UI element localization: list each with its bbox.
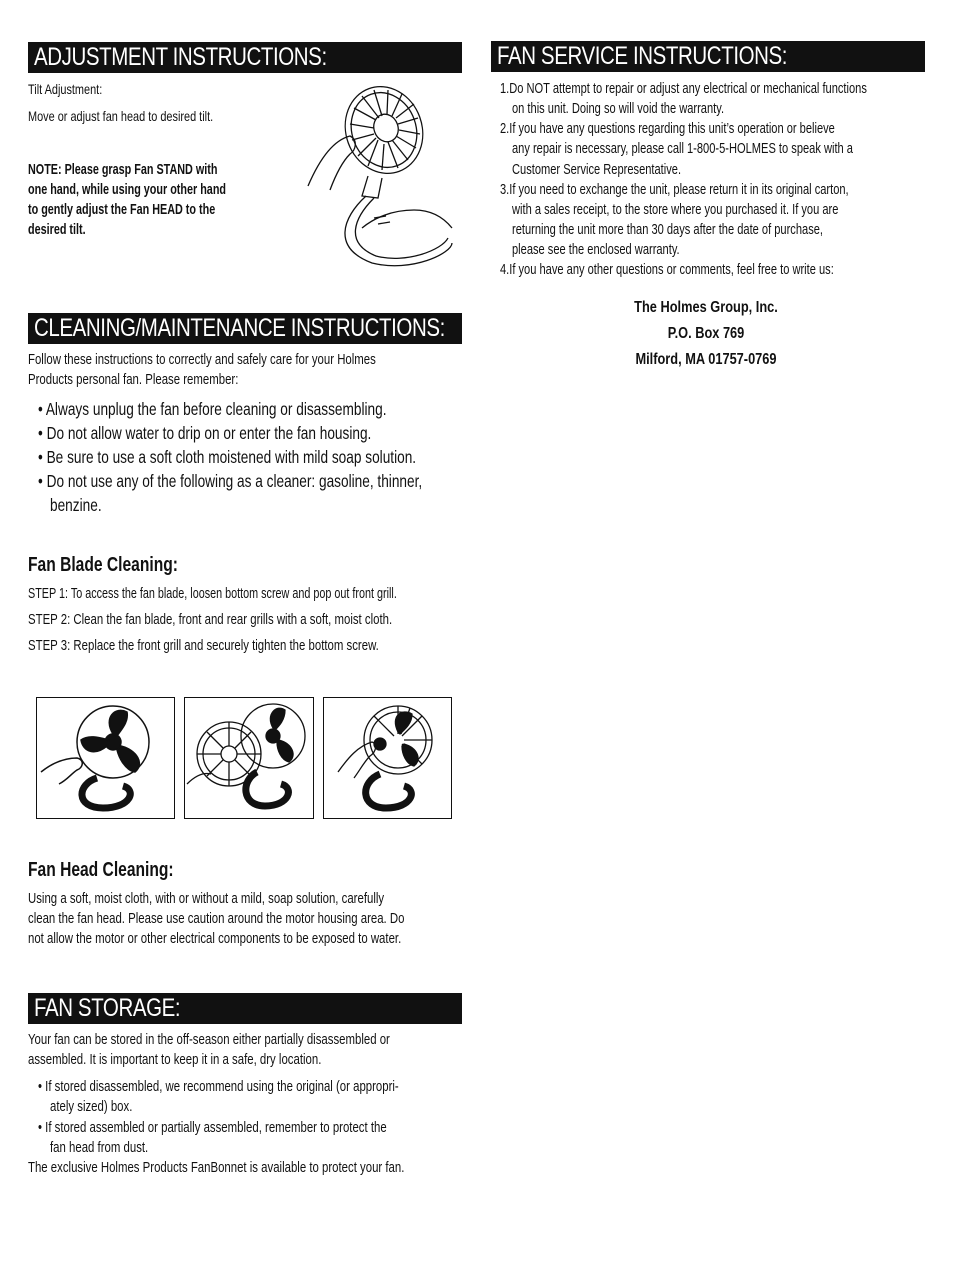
storage-heading — [28, 993, 462, 1024]
cleaning-bullet-continuation: benzine. — [50, 495, 102, 515]
blade-step: STEP 1: To access the fan blade, loosen bottom screw and pop out front grill. — [28, 585, 397, 602]
storage-closing: The exclusive Holmes Products FanBonnet is available to protect your fan. — [28, 1159, 405, 1176]
service-line: on this unit. Doing so will void the warranty. — [512, 100, 725, 117]
note-line: to gently adjust the Fan HEAD to the — [28, 201, 216, 218]
storage-bullet-text: If stored disassembled, we recommend using the original (or appropri- — [45, 1078, 399, 1095]
service-heading-text: FAN SERVICE INSTRUCTIONS: — [497, 42, 788, 70]
cleaning-intro-line: Products personal fan. Please remember: — [28, 371, 239, 388]
cleaning-bullet: • Always unplug the fan before cleaning or disassembling. — [38, 399, 387, 419]
address-city: Milford, MA 01757-0769 — [635, 351, 777, 368]
cleaning-bullet: • Do not allow water to drip on or enter the fan housing. — [38, 423, 372, 443]
storage-bullet-continuation: fan head from dust. — [50, 1139, 149, 1156]
storage-heading-text: FAN STORAGE: — [34, 994, 181, 1022]
cleaning-bullet: • Do not use any of the following as a cleaner: gasoline, thinner, — [38, 471, 423, 491]
note-line: NOTE: Please grasp Fan STAND with — [28, 161, 218, 178]
address-company: The Holmes Group, Inc. — [634, 299, 778, 316]
cleaning-heading — [28, 313, 462, 344]
service-line: Customer Service Representative. — [512, 161, 682, 178]
storage-intro-line: Your fan can be stored in the off-season either partially disassembled or — [28, 1031, 390, 1048]
head-cleaning-line: not allow the motor or other electrical components to be exposed to water. — [28, 930, 402, 947]
adjustment-heading — [28, 42, 462, 73]
service-line: 3.If you need to exchange the unit, please return it in its original carton, — [500, 181, 849, 198]
tilt-text: Move or adjust fan head to desired tilt. — [28, 108, 214, 124]
storage-bullet-text: If stored assembled or partially assembled, remember to protect the — [45, 1119, 387, 1136]
head-cleaning-line: clean the fan head. Please use caution around the motor housing area. Do — [28, 910, 405, 927]
head-cleaning-line: Using a soft, moist cloth, with or without a mild, soap solution, carefully — [28, 890, 385, 907]
adjustment-heading-text: ADJUSTMENT INSTRUCTIONS: — [34, 43, 327, 71]
storage-bullet: • If stored disassembled, we recommend using the original (or appropri- — [38, 1078, 399, 1095]
blade-step: STEP 3: Replace the front grill and securely tighten the bottom screw. — [28, 637, 379, 654]
service-line: any repair is necessary, please call 1-800-5-HOLMES to speak with a — [512, 140, 853, 157]
blade-step: STEP 2: Clean the fan blade, front and rear grills with a soft, moist cloth. — [28, 611, 393, 628]
storage-intro-line: assembled. It is important to keep it in a safe, dry location. — [28, 1051, 322, 1068]
service-line: with a sales receipt, to the store where you purchased it. If you are — [512, 201, 839, 218]
cleaning-bullet-text: Do not use any of the following as a cleaner: gasoline, thinner, — [46, 471, 423, 491]
note-line: desired tilt. — [28, 221, 86, 238]
tilt-adjustment-illustration — [302, 78, 462, 273]
address-po-box: P.O. Box 769 — [667, 325, 745, 342]
step-2-illustration — [184, 697, 314, 819]
tilt-title: Tilt Adjustment: — [28, 81, 103, 97]
storage-bullet-continuation: ately sized) box. — [50, 1098, 133, 1115]
cleaning-intro-line: Follow these instructions to correctly and safely care for your Holmes — [28, 351, 376, 368]
fan-head-cleaning-title: Fan Head Cleaning: — [28, 859, 174, 881]
service-line: 4.If you have any other questions or comments, feel free to write us: — [500, 261, 834, 278]
cleaning-bullet-text: Do not allow water to drip on or enter the fan housing. — [46, 423, 372, 443]
service-line: returning the unit more than 30 days after the date of purchase, — [512, 221, 823, 238]
step-1-illustration — [36, 697, 175, 819]
note-line: one hand, while using your other hand — [28, 181, 227, 198]
step-3-illustration — [323, 697, 452, 819]
service-line: please see the enclosed warranty. — [512, 241, 680, 258]
service-heading — [491, 41, 925, 72]
cleaning-heading-text: CLEANING/MAINTENANCE INSTRUCTIONS: — [34, 314, 445, 342]
cleaning-bullet: • Be sure to use a soft cloth moistened with mild soap solution. — [38, 447, 417, 467]
cleaning-bullet-text: Be sure to use a soft cloth moistened with mild soap solution. — [46, 447, 417, 467]
storage-bullet: • If stored assembled or partially assembled, remember to protect the — [38, 1119, 387, 1136]
service-line: 1.Do NOT attempt to repair or adjust any electrical or mechanical functions — [500, 80, 867, 97]
cleaning-bullet-text: Always unplug the fan before cleaning or disassembling. — [45, 399, 387, 419]
fan-blade-cleaning-title: Fan Blade Cleaning: — [28, 554, 178, 576]
service-line: 2.If you have any questions regarding this unit’s operation or believe — [500, 120, 835, 137]
